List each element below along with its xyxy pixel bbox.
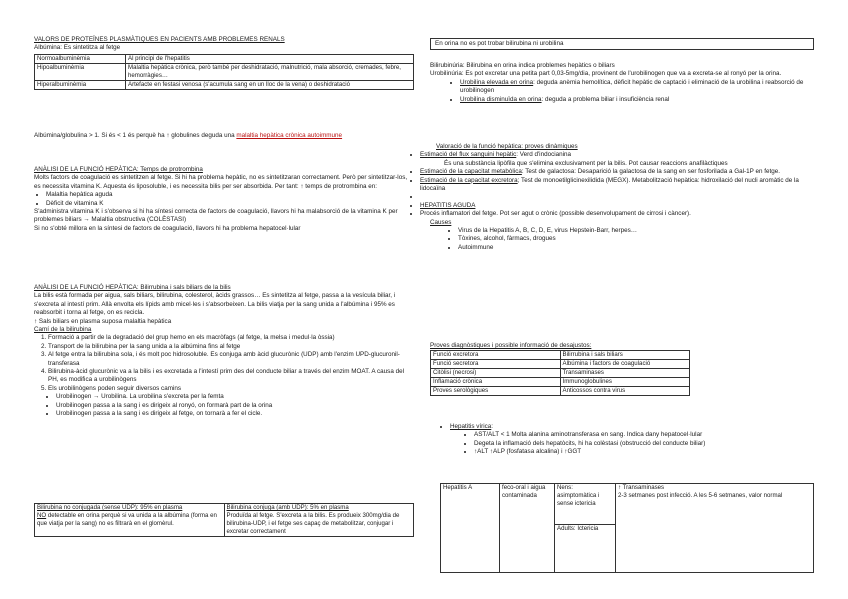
list-item: • Estimació del flux sanguini hepàtic: Verd d'indocianina És una substància lipòfila que s'elimina exclusivament per la bilis. Pot causar reaccions anafilàctiques	[420, 151, 814, 168]
table-row: Inflamació crònica Immunoglobulines	[431, 378, 690, 387]
bilirubin-table	[34, 503, 414, 537]
section-title: Proves diagnòstiques i possible informació de desajustos:	[430, 342, 592, 349]
urine-section: Bilirubinúria: Bilirubina en orina indica problemes hepàtics o biliars Urobilinúria: Es pot excretar una petita part 0,03-5mg/dia, provinent de l'urobilinogen que va a excreta-se al ronyó per la orina. • Urobilina elevada en orina: deguda anèmia hemolítica, dèficit hepàtic de captació i eliminació de la urobilina i reabsorció de urobilinogen • Urobilina disminuïda en orina: deguda a problema biliar i insuficiència renal	[430, 62, 814, 104]
list-item: • ↑ALT ↑ALP (fosfatasa alcalina) i ↑GGT	[474, 448, 814, 456]
list-item: • AST/ALT < 1 Molta alanina aminotransferasa en sang. Indica dany hepatocel·lular	[474, 431, 814, 439]
list-item: • Estimació de la capacitat excretora; Test de monoetilglicinexilidida (MEGX). Metabolització hepàtica: hidroxilació del nucli aromàtic de la lidocaïna	[420, 177, 814, 194]
list-item: • Urobilinogen passa a la sang i es dirigeix al ronyó, on formarà part de la orina	[56, 402, 414, 410]
bilirubin-section: ANÀLISI DE LA FUNCIÓ HEPÀTICA: Bilirrubina i sals biliars de la bilis La bilis està formada per aigua, sals biliars, bilirubina, colesterol, àcids grassos… Es sintetitza al fetge, passa a la vesícula biliar, i s'excreta al intestí prim. Allà envolta els lípids amb micel·les i s'absorbeixen. La bilis viatja per la sang unida a l'albúmina i 95% es reabsorbit i torna al fetge, on es recicla. ↑ Sals biliars en plasma suposa malaltia hepàtica Camí de la bilirubina 1. Formació a partir de la degradació del grup hemo en els macròfags (al fetge, la melsa i medul·la òssia) 2. Transport de la bilirubina per la sang unida a la albúmina fins al fetge 3. Al fetge entra la bilirubina sola, i és molt poc hidrosoluble. Es conjuga amb àcid glucurònic (UDP) amb l'enzim UPD-glucuronil-transferasa 4. Bilirubina-àcid glucurònic va a la bilis i es excretada a l'intestí prim des del conducte biliar a través del enzim MOAT. A causa del PH, es modifica a urobilinògens 5. Els urobilinògens poden seguir diversos camins • Urobilinogen → Urobilina. La urobilina s'excreta per la femta • Urobilinogen passa a la sang i es dirigeix al ronyó, on formarà part de la orina • Urobilinogen passa a la sang i es dirigeix al fetge, on tornarà a fer el cicle.	[34, 284, 414, 419]
doc-title: VALORS DE PROTEÏNES PLASMÀTIQUES EN PACIENTS AMB PROBLEMES RENALS	[34, 36, 285, 43]
table-row: Citòlisi (necrosi) Transaminases	[431, 369, 690, 378]
list-item: • Dèficit de vitamina K	[46, 200, 414, 208]
hepatitis-a-table	[440, 483, 814, 573]
list-item: 5. Els urobilinògens poden seguir diversos camins	[48, 385, 414, 393]
list-item: • Hepatitis vírica:	[450, 423, 814, 431]
table-row: Proves serològiques Anticossos contra virus	[431, 387, 690, 396]
list-item: • Degeta la inflamació dels hepatòcits, hi ha colèstasi (obstrucció del conducte biliar)	[474, 440, 814, 448]
list-item: • Urobilinogen passa a la sang i es dirigeix al fetge, on tornarà a fer el cicle.	[56, 410, 414, 418]
ratio-text: Albúmina/globulina > 1. Si és < 1 és perquè ha ↑ globulines deguda una malaltia hepàtica crònica autoimmune	[34, 132, 343, 139]
table-row: Adults: Ictericia	[441, 525, 814, 573]
table-row: Bilirubina no conjugada (sense UDP): 95% en plasma NO detectable en orina perquè si va unida a la albúmina (forma en que viatja per la sang) no es filtrarà en el glomèrul. Bilirubina conjuga (amb UDP): 5% en plasma Produïda al fetge. S'excreta a la bilis. Es produeix 300mg/dia de bilirubina-UDP, i el fetge ses capaç de metabolitzar, conjugar i excretar correctament	[35, 504, 414, 537]
section-title: Valoració de la funció hepàtica: proves dinàmiques	[436, 143, 578, 150]
list-item: • Procés inflamatori del fetge. Pot ser agut o crònic (possible desenvolupament de cirrosi i càncer).	[420, 210, 814, 218]
albumin-label: Albúmina: Es sintetitza al fetge	[34, 44, 121, 51]
table-row: Funció excretora Bilirrubina i sals biliars	[431, 351, 690, 360]
table-row: Hepatitis A feco-oral i aigua contaminada Nens: asimptomàtica i sense ictericia ↑ Transaminases 2-3 setmanes post infecció. A les 5-6 setmanes, valor normal	[441, 484, 814, 525]
list-item: • Estimació de la capacitat metabòlica: Test de galactosa: Desaparició la galactosa de la sang en ser fosforilada a Gal-1P en fetge.	[420, 168, 814, 176]
table-row: Funció secretora Albúmina i factors de coagulació	[431, 360, 690, 369]
list-item	[420, 193, 814, 201]
list-item: • Urobilina elevada en orina: deguda anèmia hemolítica, dèficit hepàtic de captació i eliminació de la urobilina i reabsorció de urobilinogen	[460, 79, 814, 96]
table-row: Hipoalbuminèmia Malaltia hepàtica crònica, però també per deshidratació, malnutrició, mala absorció, cremades, febre, hemorràgies…	[35, 64, 414, 81]
list-item: • Malaltia hepàtica aguda	[46, 191, 414, 199]
viral-section	[430, 423, 814, 457]
list-item: • HEPATITIS AGUDA	[420, 202, 814, 210]
list-item: 3. Al fetge entra la bilirubina sola, i és molt poc hidrosoluble. Es conjuga amb àcid glucurònic (UDP) amb l'enzim UPD-glucuronil-transferasa	[48, 351, 414, 368]
diag-table	[430, 350, 690, 396]
dynamic-tests: Valoració de la funció hepàtica: proves dinàmiques • Estimació del flux sanguini hepàtic: Verd d'indocianina És una substància lipòfila que s'elimina exclusivament per la bilis. Pot causar reaccions anafilàctiques • Estimació de la capacitat metabòlica: Test de galactosa: Desaparició la galactosa de la sang en ser fosforilada a Gal-1P en fetge. • Estimació de la capacitat excretora; Test de monoetilglicinexilidida (MEGX). Metabolització hepàtica: hidroxilació del nucli aromàtic de la lidocaïna • • HEPATITIS AGUDA • Procés inflamatori del fetge. Pot ser agut o crònic (possible desenvolupament de cirrosi i càncer). Causes • Virus de la Hepatitis A, B, C, D, E, virus Hepstein-Barr, herpes… • Tòxines, alcohol, fàrmacs, drogues • Autoimmune	[430, 143, 814, 252]
list-item: 2. Transport de la bilirubina per la sang unida a la albúmina fins al fetge	[48, 343, 414, 351]
list-item: 1. Formació a partir de la degradació del grup hemo en els macròfags (al fetge, la melsa i medul·la òssia)	[48, 334, 414, 342]
list-item: • Urobilinogen → Urobilina. La urobilina s'excreta per la femta	[56, 393, 414, 401]
albumin-table	[34, 54, 414, 90]
prothrombin-section: ANÀLISI DE LA FUNCIÓ HEPÀTICA: Temps de protrombina Molts factors de coagulació es sintetitzen al fetge. Si hi ha problema hepàtic, no es sintetitzaran correctament. Però per sintetitzar-los, es necessita vitamina K. Aquesta és liposoluble, i es necessita bilis per ser absorbida. Per tant: ↑ temps de protrombina en: • Malaltia hepàtica aguda • Dèficit de vitamina K S'administra vitamina K i s'observa si hi ha síntesi correcta de factors de coagulació, llavors hi ha malabsorció de la vitamina K per problemes biliars → Malaltia obstructiva (COLÈSTASI) Si no s'obté millora en la síntesi de factors de coagulació, llavors hi ha problema hepatocel·lular	[34, 166, 414, 233]
section-title: ANÀLISI DE LA FUNCIÓ HEPÀTICA: Temps de protrombina	[34, 166, 203, 173]
table-row: Normoalbuminèmia Al principi de l'hepatitis	[35, 55, 414, 64]
list-item: • Virus de la Hepatitis A, B, C, D, E, virus Hepstein-Barr, herpes…	[458, 227, 814, 235]
list-item: • Autoimmune	[458, 244, 814, 252]
list-item: • Tòxines, alcohol, fàrmacs, drogues	[458, 235, 814, 243]
list-item: 4. Bilirubina-àcid glucurònic va a la bilis i es excretada a l'intestí prim des del conducte biliar a través del enzim MOAT. A causa del PH, es modifica a urobilinògens	[48, 368, 414, 385]
table-row: Hiperalbuminèmia Artefacte en festasi venosa (s'acumula sang en un lloc de la vena) o deshidratació	[35, 81, 414, 90]
orina-box: En orina no es pot trobar bilirubina ni urobilina	[430, 38, 814, 50]
diag-section	[430, 342, 690, 396]
section-title: ANÀLISI DE LA FUNCIÓ HEPÀTICA: Bilirrubina i sals biliars de la bilis	[34, 284, 231, 291]
list-item: • Urobilina disminuïda en orina: deguda a problema biliar i insuficiència renal	[460, 96, 814, 104]
